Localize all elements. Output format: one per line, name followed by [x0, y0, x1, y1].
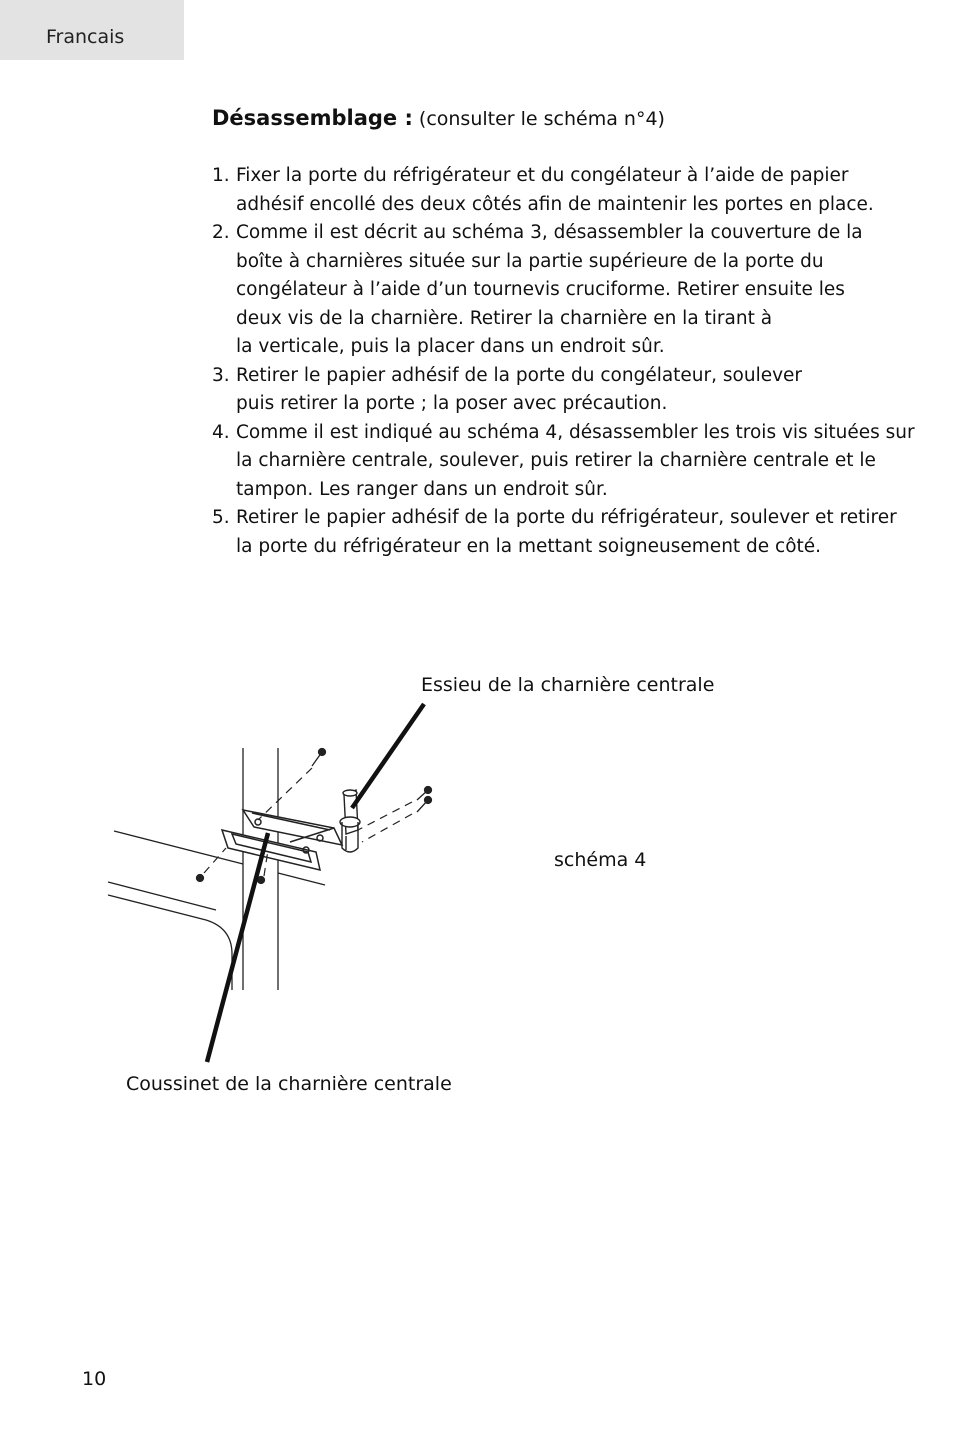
step-number: 4. — [212, 421, 230, 443]
language-label: Francais — [46, 26, 125, 48]
diagram-caption: schéma 4 — [554, 849, 647, 871]
step-number: 3. — [212, 364, 230, 386]
step-line: adhésif encollé des deux côtés afin de maintenir les portes en place. — [236, 193, 874, 215]
axle-leader-line — [352, 704, 424, 808]
pad-leader-line — [207, 833, 268, 1062]
pad-label: Coussinet de la charnière centrale — [126, 1073, 452, 1095]
hinge-bracket — [222, 810, 342, 870]
step-line: tampon. Les ranger dans un endroit sûr. — [236, 478, 608, 500]
step-line: Retirer le papier adhésif de la porte du réfrigérateur, soulever et retirer — [236, 507, 897, 528]
heading-title: Désassemblage : — [212, 106, 413, 130]
heading-note: (consulter le schéma n°4) — [418, 108, 665, 130]
step-number: 5. — [212, 507, 230, 528]
axle-label: Essieu de la charnière centrale — [421, 674, 715, 696]
step-line: puis retirer la porte ; la poser avec précaution. — [236, 393, 668, 414]
step-line: boîte à charnières située sur la partie supérieure de la porte du — [236, 250, 824, 272]
page-number: 10 — [82, 1368, 107, 1390]
step-line: deux vis de la charnière. Retirer la charnière en la tirant à — [236, 307, 773, 329]
step-number: 1. — [212, 165, 230, 186]
step-line: congélateur à l’aide d’un tournevis cruciforme. Retirer ensuite les — [236, 279, 845, 300]
step-line: Retirer le papier adhésif de la porte du congélateur, soulever — [236, 364, 803, 386]
step-line: la porte du réfrigérateur en la mettant soigneusement de côté. — [236, 535, 822, 557]
step-line: Comme il est indiqué au schéma 4, désassembler les trois vis situées sur — [236, 421, 915, 443]
step-number: 2. — [212, 222, 230, 243]
step-line: la verticale, puis la placer dans un endroit sûr. — [236, 336, 665, 357]
step-line: Fixer la porte du réfrigérateur et du congélateur à l’aide de papier — [236, 165, 849, 186]
step-line: la charnière centrale, soulever, puis retirer la charnière centrale et le — [236, 450, 876, 471]
step-line: Comme il est décrit au schéma 3, désassembler la couverture de la — [236, 222, 863, 243]
cabinet-outline — [108, 748, 325, 990]
